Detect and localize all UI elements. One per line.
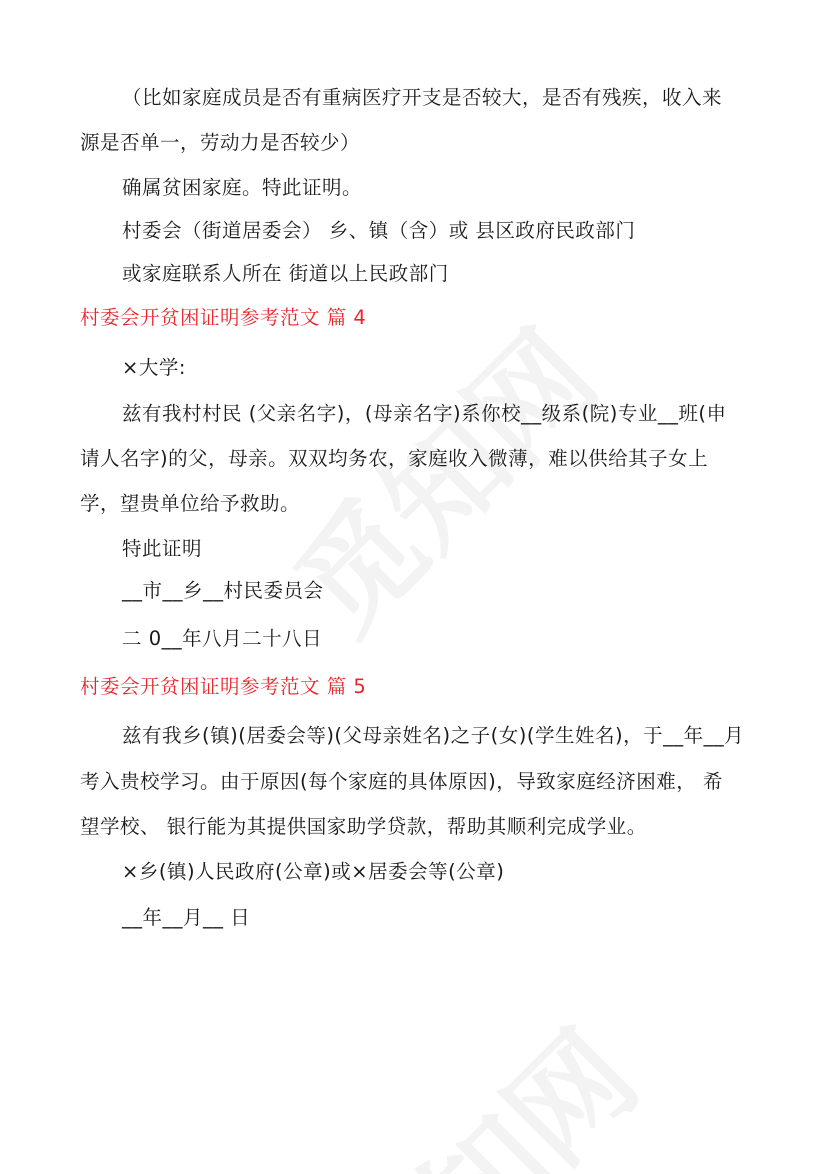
watermark bbox=[292, 988, 668, 1174]
paragraph-line: 兹有我村村民 (父亲名字)，(母亲名字)系你校__级系(院)专业__班(申 bbox=[122, 402, 727, 425]
section-heading-5: 村委会开贫困证明参考范文 篇 5 bbox=[80, 675, 367, 698]
paragraph-line: 学，望贵单位给予救助。 bbox=[80, 492, 301, 515]
section-heading-4: 村委会开贫困证明参考范文 篇 4 bbox=[80, 306, 367, 329]
paragraph-line: 村委会（街道居委会） 乡、镇（含）或 县区政府民政部门 bbox=[122, 219, 636, 242]
paragraph-line: 二 0__年八月二十八日 bbox=[122, 627, 323, 650]
paragraph-line: 兹有我乡(镇)(居委会等)(父母亲姓名)之子(女)(学生姓名)，于__年__月 bbox=[122, 724, 745, 747]
paragraph-line: __年__月__ 日 bbox=[122, 906, 251, 929]
paragraph-line: （比如家庭成员是否有重病医疗开支是否较大，是否有残疾，收入来 bbox=[122, 86, 723, 109]
paragraph-line: 考入贵校学习。由于原因(每个家庭的具体原因)，导致家庭经济困难， 希 bbox=[80, 770, 723, 793]
paragraph-line: __市__乡__村民委员会 bbox=[122, 579, 324, 602]
paragraph-line: 源是否单一，劳动力是否较少） bbox=[80, 131, 361, 154]
paragraph-line: 特此证明 bbox=[122, 537, 203, 560]
paragraph-line: 或家庭联系人所在 街道以上民政部门 bbox=[122, 262, 449, 285]
watermark bbox=[252, 288, 628, 664]
paragraph-line: 望学校、 银行能为其提供国家助学贷款，帮助其顺利完成学业。 bbox=[80, 815, 647, 838]
paragraph-line: ×乡(镇)人民政府(公章)或×居委会等(公章) bbox=[122, 860, 505, 883]
paragraph-line: 请人名字)的父，母亲。双双均务农，家庭收入微薄，难以供给其子女上 bbox=[80, 447, 709, 470]
paragraph-line: 确属贫困家庭。特此证明。 bbox=[122, 176, 363, 199]
paragraph-line: ×大学: bbox=[122, 356, 186, 379]
